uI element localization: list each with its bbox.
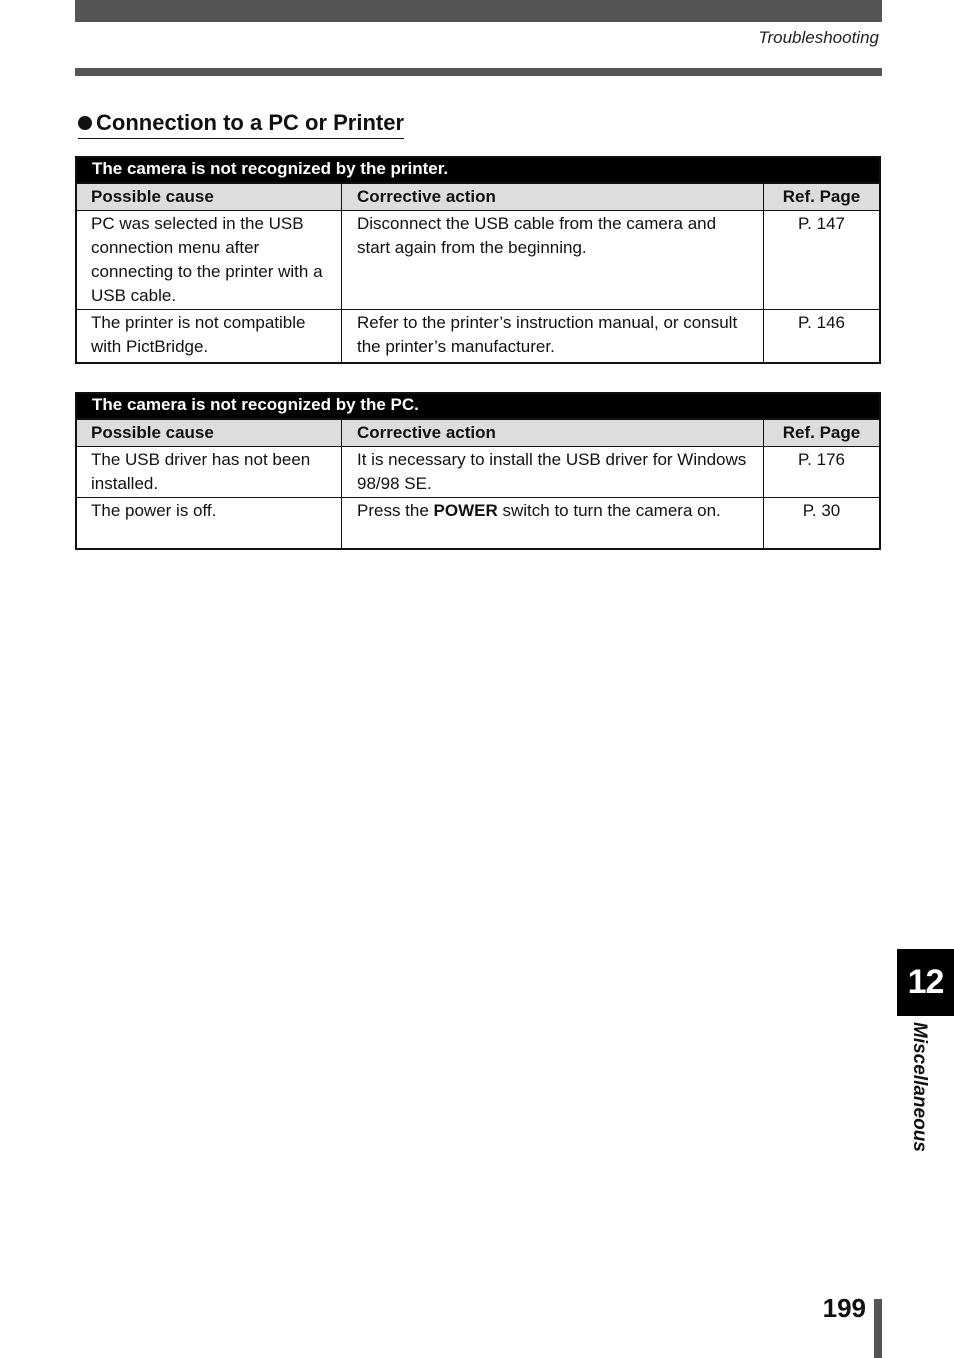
section-heading-text: Connection to a PC or Printer	[96, 110, 405, 135]
ref-page-cell: P. 146	[764, 310, 881, 364]
table-row	[76, 498, 880, 550]
column-header-ref: Ref. Page	[764, 183, 881, 211]
action-text-after: switch to turn the camera on.	[497, 501, 721, 520]
page-number: 199	[822, 1293, 866, 1323]
ref-page-cell: P. 147	[764, 211, 881, 310]
action-cell: Refer to the printer’s instruction manual, or consult the printer’s manufacturer.	[342, 310, 764, 364]
action-cell	[342, 498, 764, 550]
chapter-name: Miscellaneous	[909, 1022, 930, 1152]
column-header-action: Corrective action	[342, 419, 764, 447]
ref-page-cell: P. 176	[764, 447, 881, 498]
table-title: The camera is not recognized by the printer.	[76, 157, 880, 183]
table-row	[76, 447, 880, 498]
top-header-bar	[75, 0, 882, 22]
page-number-bar	[874, 1299, 882, 1358]
chapter-number: 12	[907, 963, 944, 1001]
printer-troubleshooting-table	[75, 156, 881, 364]
action-cell: It is necessary to install the USB driver for Windows 98/98 SE.	[342, 447, 764, 498]
pc-troubleshooting-table	[75, 392, 881, 550]
table-row	[76, 310, 880, 364]
table-row	[76, 211, 880, 310]
action-text-before: Press the	[357, 501, 434, 520]
column-header-ref: Ref. Page	[764, 419, 881, 447]
column-header-cause: Possible cause	[76, 183, 342, 211]
column-header-action: Corrective action	[342, 183, 764, 211]
cause-cell: PC was selected in the USB connection menu after connecting to the printer with a USB cable.	[76, 211, 342, 310]
chapter-tab	[897, 949, 954, 1016]
bullet-icon	[78, 116, 92, 130]
action-cell: Disconnect the USB cable from the camera and start again from the beginning.	[342, 211, 764, 310]
cause-cell: The USB driver has not been installed.	[76, 447, 342, 498]
ref-page-cell: P. 30	[764, 498, 881, 550]
header-rule	[75, 68, 882, 76]
section-heading	[78, 110, 404, 139]
column-header-cause: Possible cause	[76, 419, 342, 447]
cause-cell: The printer is not compatible with PictBridge.	[76, 310, 342, 364]
cause-cell: The power is off.	[76, 498, 342, 550]
power-switch-label: POWER	[433, 501, 498, 520]
table-title: The camera is not recognized by the PC.	[76, 393, 880, 419]
running-header: Troubleshooting	[758, 28, 879, 47]
